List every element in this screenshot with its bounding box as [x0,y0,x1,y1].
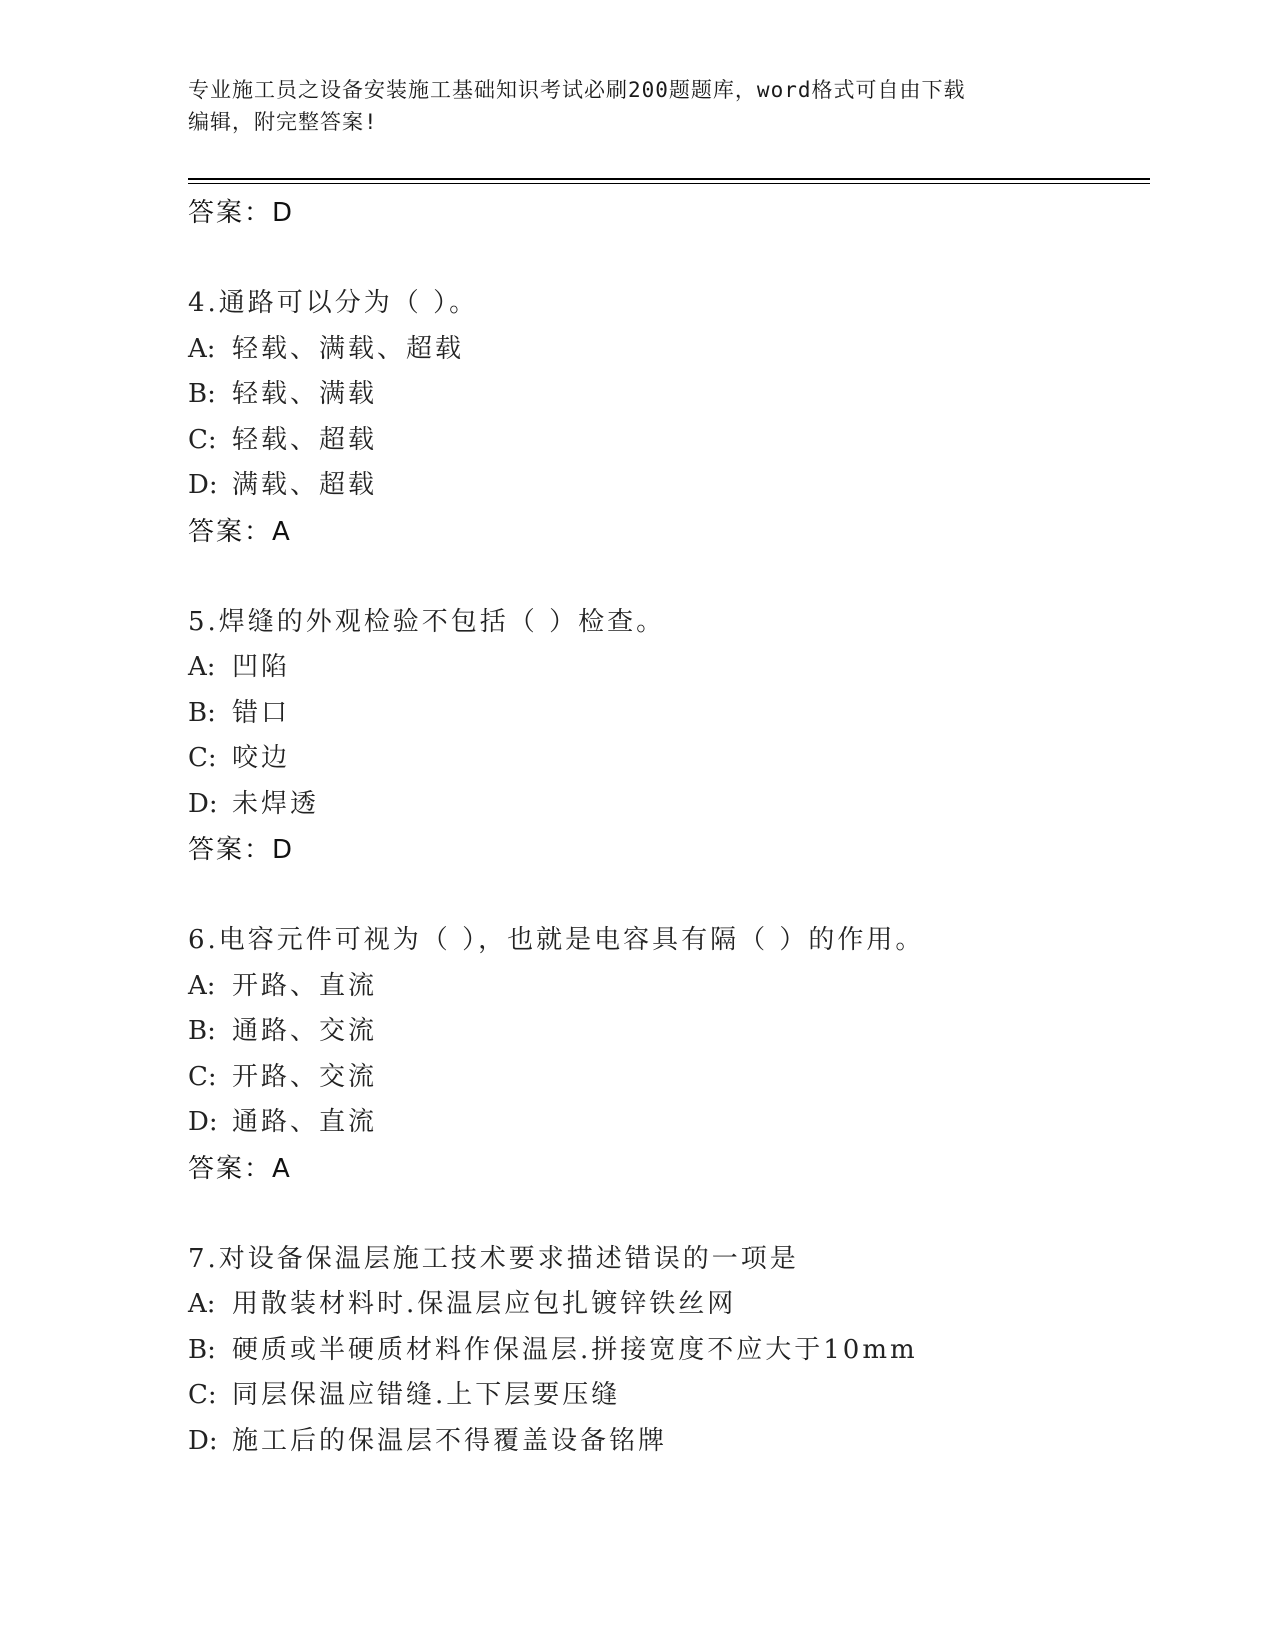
question-6 [188,918,1148,1192]
option-letter: A: [188,652,216,682]
option-letter: C: [188,1061,217,1092]
option-b [188,691,1148,737]
option-d [188,782,1148,828]
answer-q5: 答案：D [188,835,295,865]
header-line-2: 编辑，附完整答案! [188,110,378,134]
header-line-1: 专业施工员之设备安装施工基础知识考试必刷200题题库，word格式可自由下载 [188,78,966,102]
option-text: 满载、超载 [232,470,378,500]
option-c [188,1373,1148,1419]
option-text: 开路、交流 [232,1061,378,1092]
answer-q4: 答案：A [188,516,292,547]
option-text: 轻载、满载、超载 [232,333,465,364]
option-letter: D: [188,1425,218,1456]
option-text: 同层保温应错缝.上下层要压缝 [232,1380,621,1410]
option-letter: D: [188,470,218,500]
option-letter: C: [188,1380,217,1410]
option-text: 通路、直流 [232,1107,378,1137]
option-a [188,327,1148,373]
option-b [188,1328,1148,1374]
option-letter: B: [188,1334,216,1365]
option-a [188,1282,1148,1328]
option-letter: D: [188,1107,218,1137]
header-divider [188,178,1150,180]
option-text: 轻载、满载 [232,379,378,409]
option-text: 通路、交流 [232,1016,378,1046]
option-text: 用散装材料时.保温层应包扎镀锌铁丝网 [232,1289,737,1319]
option-letter: D: [188,788,218,819]
question-list [188,190,1148,1464]
option-letter: C: [188,424,217,455]
option-c [188,736,1148,782]
option-text: 凹陷 [232,652,291,682]
option-letter: A: [188,1289,216,1319]
option-letter: A: [188,333,216,364]
option-c [188,418,1148,464]
header-divider-thin [188,183,1150,184]
document-header [188,74,1068,138]
option-letter: C: [188,743,217,773]
option-text: 开路、直流 [232,970,378,1001]
question-stem: 6.电容元件可视为（ ），也就是电容具有隔（ ）的作用。 [188,925,925,955]
question-4 [188,281,1148,555]
answer-q6: 答案：A [188,1153,292,1184]
option-c [188,1055,1148,1101]
question-stem: 7.对设备保温层施工技术要求描述错误的一项是 [188,1243,799,1274]
question-5 [188,600,1148,874]
option-text: 硬质或半硬质材料作保温层.拼接宽度不应大于10mm [232,1334,918,1365]
option-d [188,1419,1148,1465]
question-7 [188,1237,1148,1465]
option-letter: B: [188,697,216,728]
option-text: 错口 [232,697,291,728]
option-letter: B: [188,1016,216,1046]
option-b [188,372,1148,418]
option-text: 轻载、超载 [232,424,378,455]
option-d [188,463,1148,509]
option-letter: A: [188,970,216,1001]
question-stem: 5.焊缝的外观检验不包括（ ）检查。 [188,606,666,637]
option-text: 施工后的保温层不得覆盖设备铭牌 [232,1425,668,1456]
option-d [188,1100,1148,1146]
answer-q3: 答案：D [188,198,295,228]
option-text: 未焊透 [232,788,320,819]
option-letter: B: [188,379,216,409]
option-text: 咬边 [232,743,291,773]
option-b [188,1009,1148,1055]
option-a [188,964,1148,1010]
question-stem: 4.通路可以分为（ ）。 [188,288,479,318]
option-a [188,645,1148,691]
